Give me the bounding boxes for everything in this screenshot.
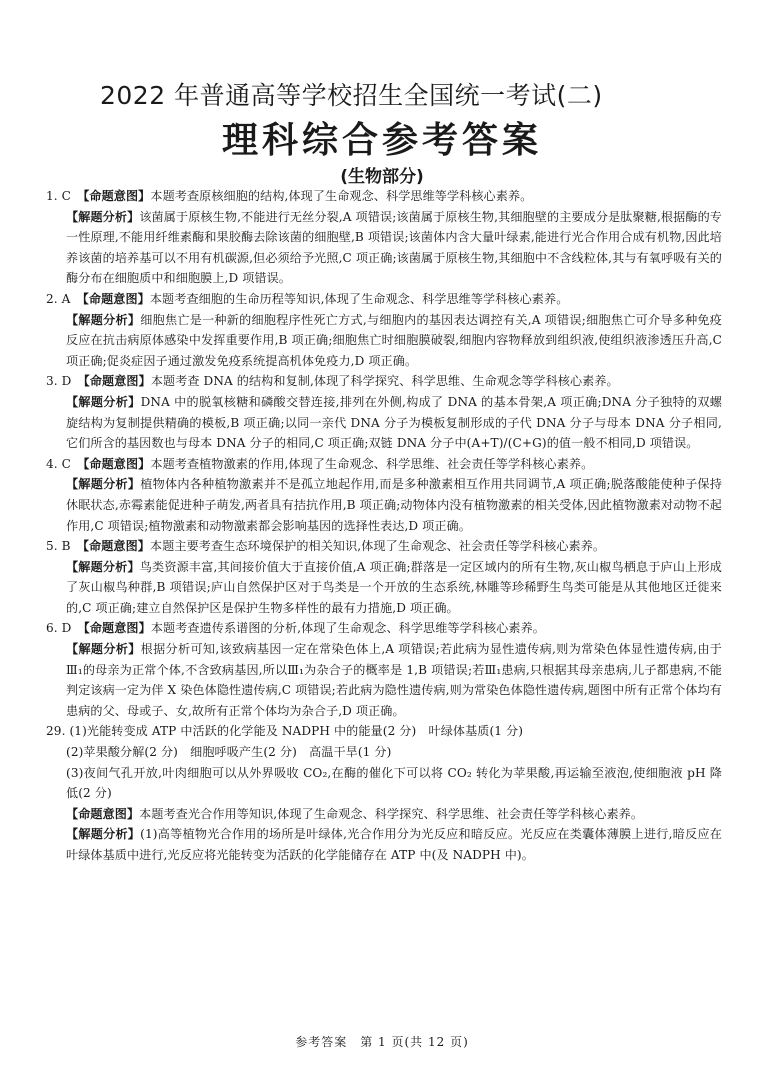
intent-tag: 【命题意图】 <box>82 539 150 554</box>
question-5-analysis <box>46 557 722 619</box>
intent-text: 本题考查细胞的生命历程等知识,体现了生命观念、科学思维等学科核心素养。 <box>149 291 569 306</box>
analysis-tag: 【解题分析】 <box>66 559 140 574</box>
question-5-intent <box>46 536 722 557</box>
question-label: 3. D <box>46 374 72 389</box>
analysis-text: 该菌属于原核生物,不能进行无丝分裂,A 项错误;该菌属于原核生物,其细胞壁的主要成分是肽聚糖,根据酶的专一性原理,不能用纤维素酶和果胶酶去除该菌的细胞壁,B 项错误;该菌体内含大量叶绿素,能进行光合作用合成有机物,因此培养该菌的培养基可以不用有机碳源,但必须给予光照,C 项正确;该菌属于原核生物,其细胞中不含线粒体,其与有氧呼吸有关的酶分布在细胞质中和细胞膜上,D 项错误。 <box>66 209 723 286</box>
question-29-intent <box>46 804 722 825</box>
intent-tag: 【命题意图】 <box>83 456 151 471</box>
analysis-text: 植物体内各种植物激素并不是孤立地起作用,而是多种激素相互作用共同调节,A 项正确;脱落酸能使种子保持休眠状态,赤霉素能促进种子萌发,两者具有拮抗作用,B 项正确;动物体内没有植物激素的相关受体,因此植物激素对动物不起作用,C 项错误;植物激素和动物激素都会影响基因的选择性表达,D 项正确。 <box>66 477 722 533</box>
analysis-text: DNA 中的脱氧核糖和磷酸交替连接,排列在外侧,构成了 DNA 的基本骨架,A 项正确;DNA 分子独特的双螺旋结构为复制提供精确的模板,B 项正确;以同一亲代 DNA 分子为模板复制形成的子代 DNA 分子与母本 DNA 分子相同,它们所含的基因数也与母本 DNA 分子的相同,C 项正确;双链 DNA 分子中(A+T)/(C+G)的值一般不相同,D 项错误。 <box>66 394 722 451</box>
intent-text: 本题主要考查生态环境保护的相关知识,体现了生命观念、社会责任等学科核心素养。 <box>150 539 606 554</box>
intent-text: 本题考查植物激素的作用,体现了生命观念、科学思维、社会责任等学科核心素养。 <box>150 456 594 471</box>
question-3-analysis <box>46 392 722 454</box>
answer-content <box>46 186 722 866</box>
analysis-tag: 【解题分析】 <box>66 477 141 492</box>
question-label: 1. C <box>46 189 72 203</box>
section-title: (生物部分) <box>340 167 424 187</box>
main-title: 理科综合参考答案 <box>221 120 542 161</box>
question-29-answer-3: (3)夜间气孔开放,叶肉细胞可以从外界吸收 CO₂,在酶的催化下可以将 CO₂ 转化为苹果酸,再运输至液泡,使细胞液 pH 降低(2 分) <box>66 765 722 801</box>
question-1-intent <box>46 186 722 207</box>
page-footer: 参考答案 第 1 页(共 12 页) <box>295 1035 469 1049</box>
intent-text: 本题考查光合作用等知识,体现了生命观念、科学探究、科学思维、社会责任等学科核心素养。 <box>139 806 644 821</box>
question-4-analysis <box>46 474 722 536</box>
intent-tag: 【命题意图】 <box>66 806 140 821</box>
intent-tag: 【命题意图】 <box>82 291 150 306</box>
analysis-tag: 【解题分析】 <box>66 642 141 657</box>
question-4-intent <box>46 454 722 475</box>
intent-text: 本题考查遗传系谱图的分析,体现了生命观念、科学思维等学科核心素养。 <box>150 621 545 636</box>
intent-text: 本题考查 DNA 的结构和复制,体现了科学探究、科学思维、生命观念等学科核心素养。 <box>150 374 619 389</box>
question-label: 4. C <box>46 456 72 471</box>
analysis-text: 根据分析可知,该致病基因一定在常染色体上,A 项错误;若此病为显性遗传病,则为常染色体显性遗传病,由于Ⅲ₁的母亲为正常个体,不含致病基因,所以Ⅲ₁为杂合子的概率是 1,B 项错误;若Ⅲ₁患病,只根据其母亲患病,儿子都患病,不能判定该病一定为伴 X 染色体隐性遗传病,C 项错误;若此病为隐性遗传病,则为常染色体隐性遗传病,题图中所有正常个体均有患病的父、母或子、女,故所有正常个体均为杂合子,D 项正确。 <box>66 642 722 718</box>
question-1-analysis <box>46 207 722 289</box>
question-3-intent <box>46 371 722 392</box>
question-2-intent <box>46 289 722 310</box>
intent-tag: 【命题意图】 <box>83 374 151 389</box>
question-label: 6. D <box>46 621 72 636</box>
intent-text: 本题考查原核细胞的结构,体现了生命观念、科学思维等学科核心素养。 <box>150 189 533 203</box>
analysis-text: 细胞焦亡是一种新的细胞程序性死亡方式,与细胞内的基因表达调控有关,A 项错误;细胞焦亡可介导多种免疫反应在抗击病原体感染中发挥重要作用,B 项正确;细胞焦亡时细胞膜破裂,细胞内容物释放到组织液,使组织液渗透压升高,C 项正确;促炎症因子通过激发免疫系统提高机体免疫力,D 项正确。 <box>66 312 722 368</box>
question-2-analysis <box>46 310 722 372</box>
question-29-analysis <box>46 824 722 865</box>
analysis-tag: 【解题分析】 <box>66 394 141 409</box>
exam-title: 2022 年普通高等学校招生全国统一考试(二) <box>100 81 603 110</box>
question-29-answer-1: 29. (1)光能转变成 ATP 中活跃的化学能及 NADPH 中的能量(2 分) 叶绿体基质(1 分) <box>46 724 524 739</box>
analysis-text: 鸟类资源丰富,其间接价值大于直接价值,A 项正确;群落是一定区域内的所有生物,灰山椒鸟栖息于庐山上形成了灰山椒鸟种群,B 项错误;庐山自然保护区对于鸟类是一个开放的生态系统,林雕等珍稀野生鸟类可能是从其他地区迁徙来的,C 项正确;建立自然保护区是保护生物多样性的最有力措施,D 项正确。 <box>66 559 722 615</box>
analysis-tag: 【解题分析】 <box>66 312 141 327</box>
question-label: 2. A <box>46 291 71 306</box>
intent-tag: 【命题意图】 <box>83 189 151 203</box>
intent-tag: 【命题意图】 <box>83 621 151 636</box>
analysis-text: (1)高等植物光合作用的场所是叶绿体,光合作用分为光反应和暗反应。光反应在类囊体薄膜上进行,暗反应在叶绿体基质中进行,光反应将光能转变为活跃的化学能储存在 ATP 中(及 NADPH 中)。 <box>66 827 722 862</box>
analysis-tag: 【解题分析】 <box>66 827 141 842</box>
question-label: 5. B <box>46 539 71 554</box>
question-29-answer-2: (2)苹果酸分解(2 分) 细胞呼吸产生(2 分) 高温干旱(1 分) <box>66 745 392 760</box>
question-6-intent <box>46 618 722 639</box>
analysis-tag: 【解题分析】 <box>66 209 140 224</box>
question-6-analysis <box>46 639 722 721</box>
